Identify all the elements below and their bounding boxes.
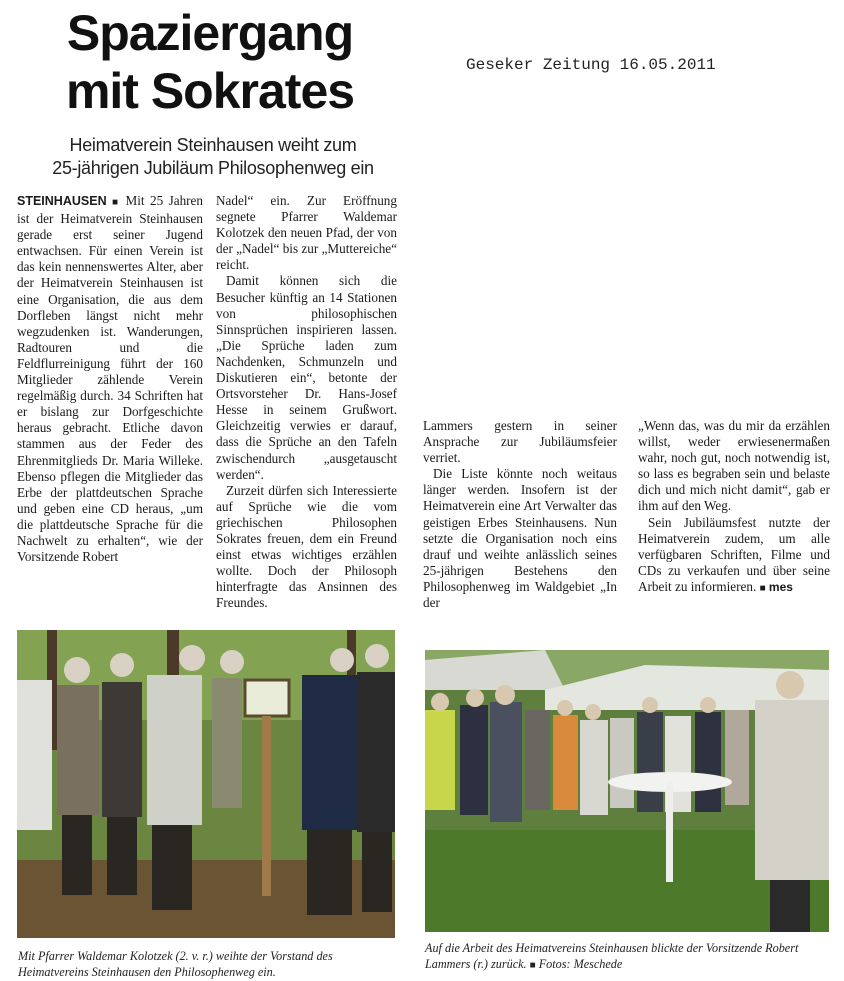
- photo-2-caption: [425, 940, 830, 974]
- headline: [40, 4, 380, 120]
- photo-1-caption: Mit Pfarrer Waldemar Kolotzek (2. v. r.) weihte der Vorstand des Heimatvereins Steinhausen den Philosophenweg ein.: [18, 949, 333, 979]
- dateline: STEINHAUSEN: [17, 194, 107, 208]
- headline-line-2: mit Sokrates: [65, 63, 355, 119]
- column-2-paragraph-3: Zurzeit dürfen sich Interessierte auf Sprüche wie die vom griechischen Philosophen Sokrates freuen, dem ein Freund einst etwas wichtiges erzählen wollte. Doch der Philosoph hinterfragte das Ansinnen des Freundes.: [216, 482, 397, 611]
- column-4-paragraph-2: [638, 515, 830, 597]
- article-column-1: [17, 193, 203, 565]
- article-column-3: [423, 418, 617, 611]
- festival-scene-illustration: [425, 650, 829, 932]
- square-bullet-icon: ■: [759, 582, 766, 594]
- article-column-4: [638, 418, 830, 597]
- subhead-line-2: 25-jährigen Jubiläum Philosophenweg ein: [52, 158, 374, 178]
- square-bullet-icon: ■: [529, 960, 536, 971]
- author-initials: mes: [768, 579, 793, 594]
- forest-scene-illustration: [17, 630, 395, 938]
- column-3-paragraph-1: Lammers gestern in seiner Ansprache zur Jubiläumsfeier verriet.: [423, 418, 617, 466]
- column-1-text: Mit 25 Jahren ist der Heimatverein Steinhausen gerade erst seiner Jugend entwachsen. Für einen Verein ist das kein nennenswertes Alter, aber der Heimatverein Steinhausen ist eine Organisation, die aus dem Dorfleben längst nicht mehr wegzudenken ist. Wanderungen, Radtouren und die Feldflurreinigung führt der 160 Mitglieder zählende Verein regelmäßig durch. 34 Schriften hat er bislang zur Dorfgeschichte heraus gebracht. Etliche davon stammen aus der Feder des Ehrenmitglieds Dr. Maria Willeke. Ebenso pflegen die Mitglieder das Erbe der plattdeutschen Sprache und geben eine CD heraus, „um die plattdeutsche Sprache für die Nachwelt zu erhalten“, wie der Vorsitzende Robert: [17, 193, 203, 565]
- column-3-paragraph-2: Die Liste könnte noch weitaus länger werden. Insofern ist der Heimatverein eine Art Verwalter das geistigen Erbes Steinhausens. Nun setzte die Organisation noch eins drauf und weihte anlässlich seines 25-jährigen Bestehens den Philosophenweg im Waldgebiet „In der: [423, 466, 617, 611]
- article-column-2: [216, 193, 397, 611]
- subheadline: [18, 134, 408, 180]
- photo-2-caption-text: Auf die Arbeit des Heimatvereins Steinhausen blickte der Vorsitzende Robert Lammers (r.) zurück.: [425, 941, 799, 971]
- column-2-paragraph-1: Nadel“ ein. Zur Eröffnung segnete Pfarrer Waldemar Kolotzek den neuen Pfad, der von der „Nadel“ bis zur „Muttereiche“ reicht.: [216, 193, 397, 273]
- headline-line-1: Spaziergang: [66, 5, 354, 61]
- column-4-paragraph-2-text: Sein Jubiläumsfest nutzte der Heimatverein zudem, um alle verfügbaren Schriften, Filme und CDs zu verkaufen und über seine Arbeit zu informieren.: [638, 514, 830, 594]
- photo-festival-speech: [425, 650, 829, 932]
- photo-credit: Fotos: Meschede: [538, 957, 623, 971]
- column-2-paragraph-2: Damit können sich die Besucher künftig an 14 Stationen von philosophischen Sinnsprüchen inspirieren lassen. „Die Sprüche laden zum Nachdenken, Schmunzeln und Diskutieren ein“, betonte der Ortsvorsteher Dr. Hans-Josef Hesse in seinem Grußwort. Gleichzeitig verwies er darauf, dass die Sprüche an den Tafeln zwischendurch „ausgetauscht werden“.: [216, 273, 397, 482]
- photo-forest-ceremony: [17, 630, 395, 938]
- square-bullet-icon: ■: [112, 197, 121, 208]
- column-4-paragraph-1: „Wenn das, was du mir da erzählen willst, weder erwiesenermaßen wahr, noch gut, noch notwendig ist, so lass es begraben sein und belaste dich und mich nicht damit“, gab er ihm auf den Weg.: [638, 418, 830, 514]
- subhead-line-1: Heimatverein Steinhausen weiht zum: [69, 135, 357, 155]
- masthead-date: Geseker Zeitung 16.05.2011: [466, 56, 716, 74]
